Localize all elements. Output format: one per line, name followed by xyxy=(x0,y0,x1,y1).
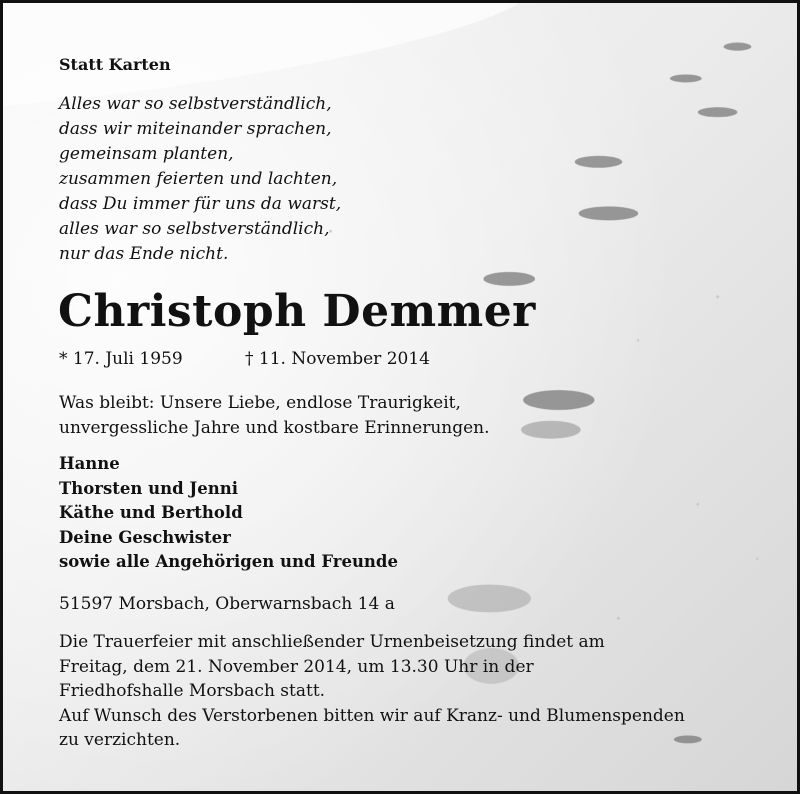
notice-line: Friedhofshalle Morsbach statt. xyxy=(59,681,326,701)
birth-date: * 17. Juli 1959 xyxy=(59,349,183,369)
life-dates xyxy=(59,349,430,369)
mourners-list xyxy=(59,452,398,575)
death-date: † 11. November 2014 xyxy=(245,349,430,369)
poem-line: zusammen feierten und lachten, xyxy=(59,169,338,189)
funeral-notice xyxy=(59,630,685,753)
remembrance-text xyxy=(59,391,490,441)
poem-line: dass wir miteinander sprachen, xyxy=(59,119,332,139)
notice-line: zu verzichten. xyxy=(59,730,181,750)
notice-line: Die Trauerfeier mit anschließender Urnenbeisetzung findet am xyxy=(59,632,605,652)
poem-line: alles war so selbstverständlich, xyxy=(59,219,330,239)
poem xyxy=(59,92,341,267)
mourner-entry: Hanne xyxy=(59,454,120,473)
address: 51597 Morsbach, Oberwarnsbach 14 a xyxy=(59,594,395,614)
remembrance-line: Was bleibt: Unsere Liebe, endlose Traurigkeit, xyxy=(59,393,461,413)
mourner-entry: Deine Geschwister xyxy=(59,527,231,547)
poem-line: gemeinsam planten, xyxy=(59,144,234,164)
poem-line: Alles war so selbstverständlich, xyxy=(59,94,332,114)
notice-line: Auf Wunsch des Verstorbenen bitten wir auf Kranz- und Blumenspenden xyxy=(59,705,685,726)
poem-line: dass Du immer für uns da warst, xyxy=(59,194,342,214)
poem-line: nur das Ende nicht. xyxy=(59,244,229,264)
mourner-entry: Thorsten und Jenni xyxy=(59,478,238,498)
mourner-entry: Käthe und Berthold xyxy=(59,503,243,522)
deceased-name: Christoph Demmer xyxy=(58,286,536,337)
mourner-entry: sowie alle Angehörigen und Freunde xyxy=(59,552,398,571)
remembrance-line: unvergessliche Jahre und kostbare Erinnerungen. xyxy=(59,418,490,438)
statt-karten-label: Statt Karten xyxy=(59,55,171,74)
notice-line: Freitag, dem 21. November 2014, um 13.30 Uhr in der xyxy=(59,656,534,677)
